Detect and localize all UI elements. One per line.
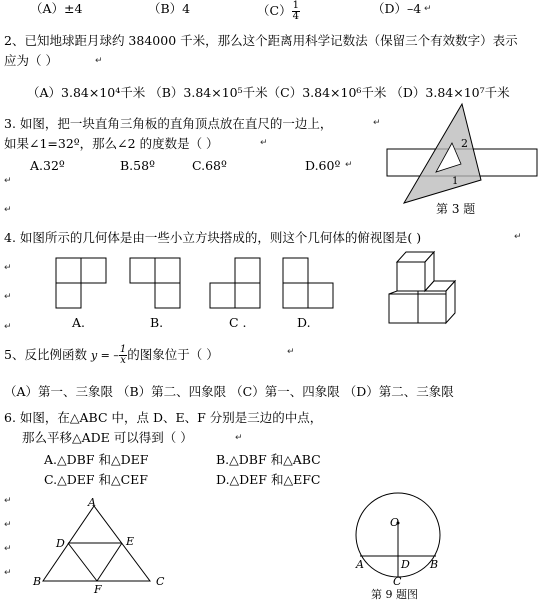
q9-label-o: O (390, 516, 400, 529)
return-mark: ↵ (4, 263, 12, 273)
q5-function-fraction: $\frac{1}{x}$ (119, 344, 127, 366)
return-mark: ↵ (373, 118, 381, 128)
q4-label-c: C . (229, 315, 247, 330)
return-mark: ↵ (4, 568, 12, 578)
q4-option-d-figure (283, 258, 333, 308)
return-mark: ↵ (4, 292, 12, 302)
q6-label-f: F (94, 583, 102, 596)
q3-angle2-label: 2 (461, 137, 468, 150)
q6-option-b: B.△DBF 和△ABC (216, 452, 321, 467)
q6-stem-line1: 6. 如图，在△ABC 中，点 D、E、F 分别是三边的中点， (4, 410, 323, 425)
q5-prefix: 5、反比例函数 (4, 347, 87, 362)
q1-option-b: （B）4 (148, 1, 191, 16)
return-mark: ↵ (235, 433, 243, 443)
q6-triangle-figure (32, 496, 165, 596)
return-mark: ↵ (287, 347, 295, 357)
q1-option-d: （D）–4 (372, 1, 422, 16)
q2-options: （A）3.84×10⁴千米 （B）3.84×10⁵千米（C）3.84×10⁶千米 （D）3.84×10⁷千米 (27, 85, 510, 100)
q9-label-d: D (401, 558, 410, 571)
q3-stem-line1: 3. 如图，把一块直角三角板的直角顶点放在直尺的一边上， (4, 116, 333, 131)
q4-option-a-figure (56, 258, 106, 308)
q5-options: （A）第一、三象限 （B）第二、四象限 （C）第一、四象限 （D）第二、三象限 (4, 384, 454, 399)
return-mark: ↵ (345, 160, 353, 170)
q6-option-c: C.△DEF 和△CEF (44, 472, 148, 487)
q4-label-b: B. (150, 315, 164, 330)
q9-label-a: A (356, 558, 364, 571)
q6-stem-line2: 那么平移△ADE 可以得到（ ） (22, 430, 193, 445)
q9-label-b: B (430, 558, 439, 571)
q6-option-d: D.△DEF 和△EFC (216, 472, 321, 487)
q6-segment-ef (97, 543, 122, 581)
q5-suffix: 的图象位于（ ） (127, 347, 219, 362)
q6-label-d: D (56, 537, 65, 550)
q4-option-c-figure (210, 258, 260, 308)
return-mark: ↵ (424, 4, 432, 14)
q6-label-b: B (33, 575, 42, 588)
q6-label-c: C (156, 575, 165, 588)
q3-option-a: A.32º (30, 158, 65, 173)
q2-stem-line2: 应为（ ） (4, 53, 58, 68)
q1-option-c-fraction: $\frac{1}{4}$ (292, 0, 299, 22)
q4-option-b-figure (130, 258, 180, 308)
q4-label-d: D. (297, 315, 311, 330)
q3-option-d: D.60º (305, 158, 341, 173)
return-mark: ↵ (4, 176, 12, 186)
return-mark: ↵ (514, 232, 522, 242)
q6-option-a: A.△DBF 和△DEF (44, 452, 149, 467)
return-mark: ↵ (260, 138, 268, 148)
return-mark: ↵ (4, 205, 12, 215)
q3-option-c: C.68º (192, 158, 227, 173)
q5-function-y: y = – (90, 349, 119, 362)
q3-option-b: B.58º (120, 158, 155, 173)
return-mark: ↵ (4, 520, 12, 530)
q6-label-a: A (88, 496, 96, 509)
q9-circle-figure (355, 493, 440, 600)
q9-label-c: C (393, 575, 402, 588)
q2-stem-line1: 2、已知地球距月球约 384000 千米，那么这个距离用科学记数法（保留三个有效数字）表示 (4, 33, 518, 48)
return-mark: ↵ (4, 544, 12, 554)
q1-option-a: （A）±4 (30, 1, 83, 16)
q1-option-c-prefix: （C） (257, 3, 292, 18)
q3-stem-line2: 如果∠1=32º，那么∠2 的度数是（ ） (4, 136, 219, 151)
q3-figure (387, 104, 537, 216)
q3-angle1-label: 1 (452, 176, 459, 187)
q4-label-a: A. (72, 315, 86, 330)
q3-caption: 第 3 题 (436, 202, 476, 216)
return-mark: ↵ (4, 496, 12, 506)
return-mark: ↵ (95, 56, 103, 66)
q4-stem: 4. 如图所示的几何体是由一些小立方块搭成的，则这个几何体的俯视图是( ) (4, 230, 422, 245)
q4-solid-figure (389, 252, 455, 323)
return-mark: ↵ (4, 322, 12, 332)
q6-label-e: E (126, 535, 135, 548)
q9-caption: 第 9 题图 (371, 588, 418, 600)
q6-segment-df (68, 543, 97, 581)
